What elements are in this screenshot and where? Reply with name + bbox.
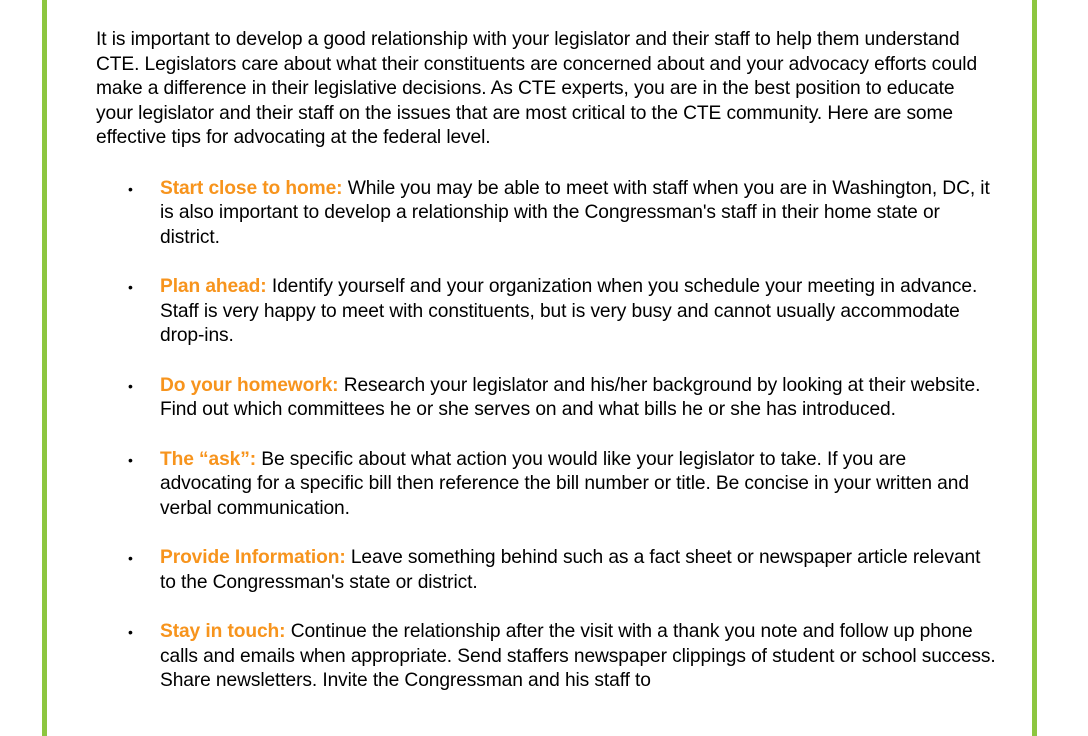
- list-item: [96, 275, 996, 349]
- bullet-icon: •: [128, 624, 133, 640]
- bullet-icon: •: [128, 377, 133, 394]
- cropped-heading-fragment: [470, 0, 550, 2]
- tip-label: Stay in touch:: [160, 621, 286, 642]
- bullet-icon: •: [128, 279, 133, 295]
- tip-text: Be specific about what action you would like your legislator to take. If you are advocating for a specific bill then reference the bill number or title. Be concise in your written and verbal communication.: [160, 448, 969, 519]
- tip-text: Leave something behind such as a fact sheet or newspaper article relevant to the Congressman's state or district.: [160, 547, 981, 593]
- bullet-icon: •: [128, 451, 133, 468]
- tip-label: Do your homework:: [160, 374, 339, 396]
- document-body: [96, 28, 996, 719]
- intro-paragraph: It is important to develop a good relationship with your legislator and their staff to help them understand CTE. Legislators care about what their constituents are concerned about and your advocacy efforts could make a difference in their legislative decisions. As CTE experts, you are in the best position to educate your legislator and their staff on the issues that are most critical to the CTE community. Here are some effective tips for advocating at the federal level.: [96, 29, 978, 148]
- tip-text: While you may be able to meet with staff when you are in Washington, DC, it is also important to develop a relationship with the Congressman's staff in their home state or district.: [160, 177, 990, 248]
- advocacy-tips-list: [96, 177, 996, 694]
- list-item: [96, 374, 996, 423]
- bullet-icon: •: [128, 550, 133, 566]
- tip-label: Plan ahead:: [160, 276, 267, 297]
- list-item: [96, 177, 996, 251]
- tip-label: The “ask”:: [160, 448, 257, 470]
- tip-text: Continue the relationship after the visit with a thank you note and follow up phone calls and emails when appropriate. Send staffers newspaper clippings of student or school success. Share newsletters. Invite the Congressman and his staff to: [160, 621, 996, 691]
- list-item: [96, 620, 996, 694]
- list-item: [96, 448, 996, 522]
- tip-text: Research your legislator and his/her background by looking at their website. Find out which committees he or she serves on and what bills he or she has introduced.: [160, 374, 981, 420]
- tip-text: Identify yourself and your organization when you schedule your meeting in advance. Staff is very happy to meet with constituents, but is very busy and cannot usually accommodate drop-ins.: [160, 276, 978, 346]
- bullet-icon: •: [128, 180, 133, 197]
- tip-label: Provide Information:: [160, 547, 346, 568]
- list-item: [96, 546, 996, 595]
- tip-label: Start close to home:: [160, 177, 343, 199]
